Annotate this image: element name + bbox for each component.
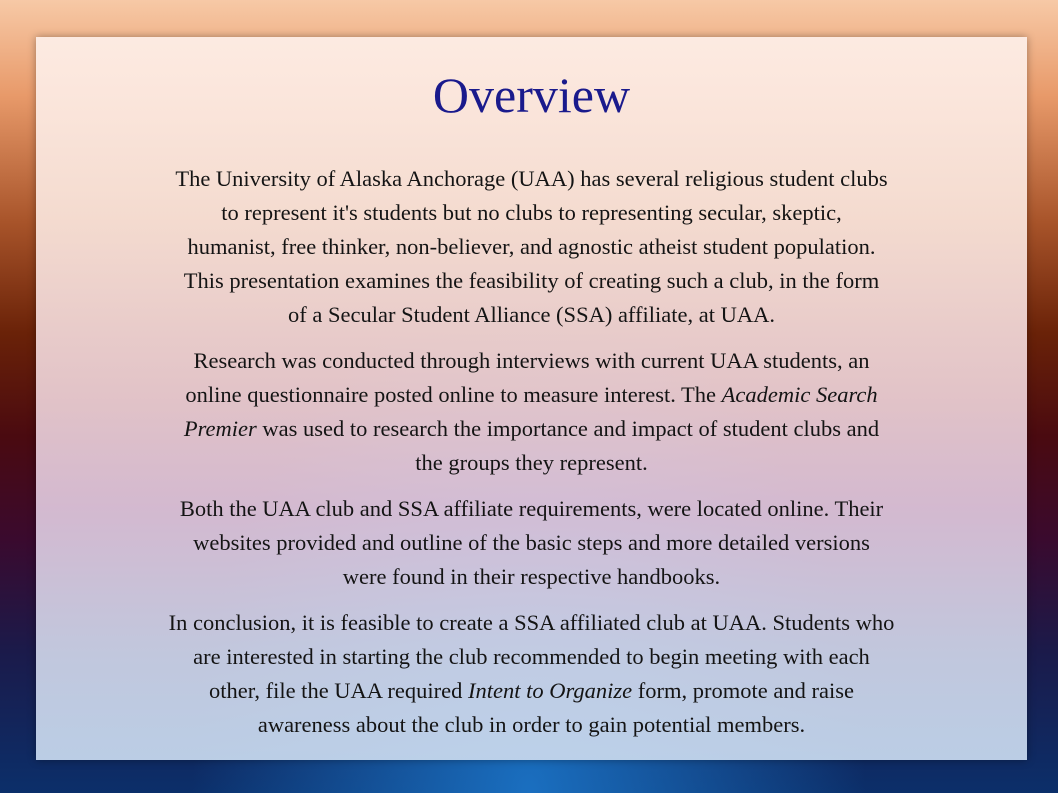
paragraph-line: other, file the UAA required <box>209 678 469 703</box>
paragraph-line: form, promote and raise <box>632 678 854 703</box>
paragraph-line: to represent it's students but no clubs to representing secular, skeptic, <box>221 200 842 225</box>
paragraph-line: Both the UAA club and SSA affiliate requirements, were located online. Their <box>179 496 884 521</box>
paragraph-line: the groups they represent. <box>415 450 648 475</box>
paragraph-line: websites provided and outline of the basic steps and more detailed versions <box>193 530 870 555</box>
paragraph-line: was used to research the importance and impact of student clubs and <box>256 416 880 441</box>
paragraph-line: The University of Alaska Anchorage (UAA) has several religious student clubs <box>175 166 888 191</box>
italic-form-name: Intent to Organize <box>468 678 633 703</box>
paragraph-line: Research was conducted through interviews with current UAA students, an <box>193 348 870 373</box>
paragraph-research <box>52 344 1011 480</box>
paragraph-requirements <box>52 492 1011 594</box>
slide-title: Overview <box>432 67 631 123</box>
paragraph-line: are interested in starting the club recommended to begin meeting with each <box>193 644 870 669</box>
paragraph-line: This presentation examines the feasibility of creating such a club, in the form <box>183 268 880 293</box>
paragraph-line: online questionnaire posted online to measure interest. The <box>185 382 722 407</box>
slide-body <box>52 162 1011 742</box>
paragraph-conclusion <box>52 606 1011 742</box>
paragraph-line: humanist, free thinker, non-believer, and agnostic atheist student population. <box>187 234 876 259</box>
paragraph-line: were found in their respective handbooks. <box>342 564 721 589</box>
paragraph-intro <box>52 162 1011 332</box>
paragraph-line: In conclusion, it is feasible to create a SSA affiliated club at UAA. Students who <box>168 610 895 635</box>
slide-panel <box>36 37 1027 760</box>
paragraph-line: of a Secular Student Alliance (SSA) affiliate, at UAA. <box>288 302 775 327</box>
italic-source-title: Academic Search <box>721 382 878 407</box>
paragraph-line: awareness about the club in order to gain potential members. <box>257 712 806 737</box>
italic-source-title: Premier <box>183 416 257 441</box>
